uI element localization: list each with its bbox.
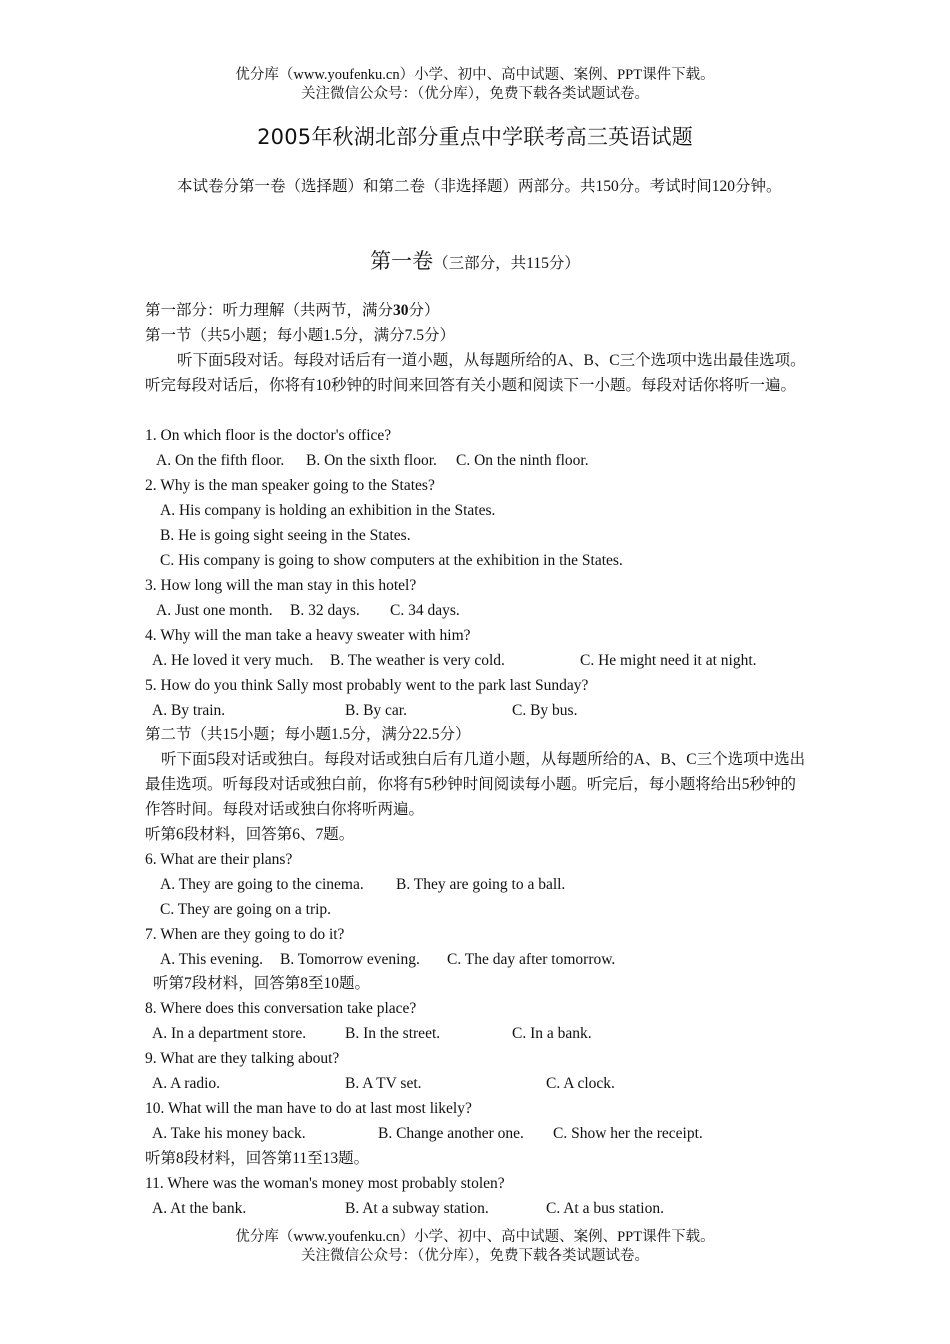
question-8-stem: 8. Where does this conversation take place?: [145, 1000, 417, 1017]
question-5-options: [145, 698, 810, 723]
q11-option-b: B. At a subway station.: [345, 1200, 489, 1217]
question-10-stem: 10. What will the man have to do at last most likely?: [145, 1100, 472, 1117]
q7-option-b: B. Tomorrow evening.: [280, 951, 420, 968]
q7-option-a: A. This evening.: [160, 951, 264, 968]
material-7-note: 听第7段材料，回答第8至10题。: [153, 975, 371, 992]
section2-instructions: 听下面5段对话或独白。每段对话或独白后有几道小题，从每题所给的A、B、C三个选项中选出最佳选项。听每段对话或独白前，你将有5秒钟时间阅读每小题。听完后，每小题将给出5秒钟的作答时间。每段对话或独白你将听两遍。: [145, 751, 806, 818]
q6-option-c: C. They are going on a trip.: [160, 901, 332, 918]
part1-title-prefix: 第一部分：听力理解（共两节，满分: [145, 302, 394, 319]
q6-option-a: A. They are going to the cinema.: [160, 876, 364, 893]
footer-line-2: 关注微信公众号：（优分库），免费下载各类试题试卷。: [301, 1248, 649, 1264]
section1-title: 第一节（共5小题；每小题1.5分，满分7.5分）: [145, 327, 456, 344]
q1-option-a: A. On the fifth floor.: [156, 452, 285, 469]
section2-title: 第二节（共15小题；每小题1.5分，满分22.5分）: [145, 726, 471, 743]
q9-option-c: C. A clock.: [546, 1075, 615, 1092]
question-4-stem: 4. Why will the man take a heavy sweater with him?: [145, 627, 471, 644]
question-8-options: [145, 1021, 810, 1046]
q11-option-a: A. At the bank.: [152, 1200, 247, 1217]
part1-title-suffix: 分）: [408, 302, 440, 319]
question-10-options: [145, 1121, 810, 1146]
question-3-options: [145, 598, 810, 623]
footer-line-1: 优分库（www.youfenku.cn）小学、初中、高中试题、案例、PPT课件下载。: [235, 1229, 715, 1245]
question-9-stem: 9. What are they talking about?: [145, 1050, 340, 1067]
question-3-stem: 3. How long will the man stay in this hotel?: [145, 577, 417, 594]
volume-heading: [0, 246, 950, 276]
question-1-options: [145, 448, 810, 473]
part1-score: 30: [393, 302, 409, 319]
question-2-stem: 2. Why is the man speaker going to the States?: [145, 477, 435, 494]
q3-option-c: C. 34 days.: [390, 602, 460, 619]
q8-option-a: A. In a department store.: [152, 1025, 307, 1042]
q11-option-c: C. At a bus station.: [546, 1200, 664, 1217]
q8-option-c: C. In a bank.: [512, 1025, 592, 1042]
question-11-options: [145, 1196, 810, 1221]
material-8-note: 听第8段材料，回答第11至13题。: [145, 1150, 370, 1167]
q7-option-c: C. The day after tomorrow.: [447, 951, 616, 968]
q4-option-a: A. He loved it very much.: [152, 652, 314, 669]
question-11-stem: 11. Where was the woman's money most probably stolen?: [145, 1175, 505, 1192]
q3-option-a: A. Just one month.: [156, 602, 273, 619]
question-7-stem: 7. When are they going to do it?: [145, 926, 345, 943]
q1-option-b: B. On the sixth floor.: [306, 452, 437, 469]
question-1-stem: 1. On which floor is the doctor's office?: [145, 427, 392, 444]
intro-paragraph: 本试卷分第一卷（选择题）和第二卷（非选择题）两部分。共150分。考试时间120分钟。: [177, 178, 782, 195]
q6-option-b: B. They are going to a ball.: [396, 876, 566, 893]
q10-option-a: A. Take his money back.: [152, 1125, 306, 1142]
question-6-options: [145, 872, 810, 897]
q10-option-b: B. Change another one.: [378, 1125, 524, 1142]
header-line-2: 关注微信公众号：（优分库），免费下载各类试题试卷。: [301, 86, 649, 102]
question-4-options: [145, 648, 810, 673]
question-7-options: [145, 947, 810, 972]
q5-option-c: C. By bus.: [512, 702, 578, 719]
part1-title: [145, 298, 810, 323]
q1-option-c: C. On the ninth floor.: [456, 452, 589, 469]
q9-option-a: A. A radio.: [152, 1075, 221, 1092]
q2-option-c: C. His company is going to show computers at the exhibition in the States.: [160, 552, 623, 569]
q9-option-b: B. A TV set.: [345, 1075, 422, 1092]
question-6-stem: 6. What are their plans?: [145, 851, 293, 868]
volume-subtitle: （三部分，共115分）: [433, 255, 580, 272]
q2-option-a: A. His company is holding an exhibition in the States.: [160, 502, 496, 519]
q5-option-a: A. By train.: [152, 702, 226, 719]
q3-option-b: B. 32 days.: [290, 602, 360, 619]
material-6-note: 听第6段材料，回答第6、7题。: [145, 826, 355, 843]
q10-option-c: C. Show her the receipt.: [553, 1125, 703, 1142]
q8-option-b: B. In the street.: [345, 1025, 441, 1042]
volume-title: 第一卷: [370, 249, 434, 273]
header-line-1: 优分库（www.youfenku.cn）小学、初中、高中试题、案例、PPT课件下载。: [235, 67, 715, 83]
q5-option-b: B. By car.: [345, 702, 407, 719]
page-title: 2005年秋湖北部分重点中学联考高三英语试题: [257, 125, 693, 149]
question-9-options: [145, 1071, 810, 1096]
q4-option-c: C. He might need it at night.: [580, 652, 757, 669]
q4-option-b: B. The weather is very cold.: [330, 652, 505, 669]
q2-option-b: B. He is going sight seeing in the States.: [160, 527, 411, 544]
question-5-stem: 5. How do you think Sally most probably went to the park last Sunday?: [145, 677, 589, 694]
section1-instructions: 听下面5段对话。每段对话后有一道小题，从每题所给的A、B、C三个选项中选出最佳选项。听完每段对话后，你将有10秒钟的时间来回答有关小题和阅读下一小题。每段对话你将听一遍。: [145, 352, 806, 394]
